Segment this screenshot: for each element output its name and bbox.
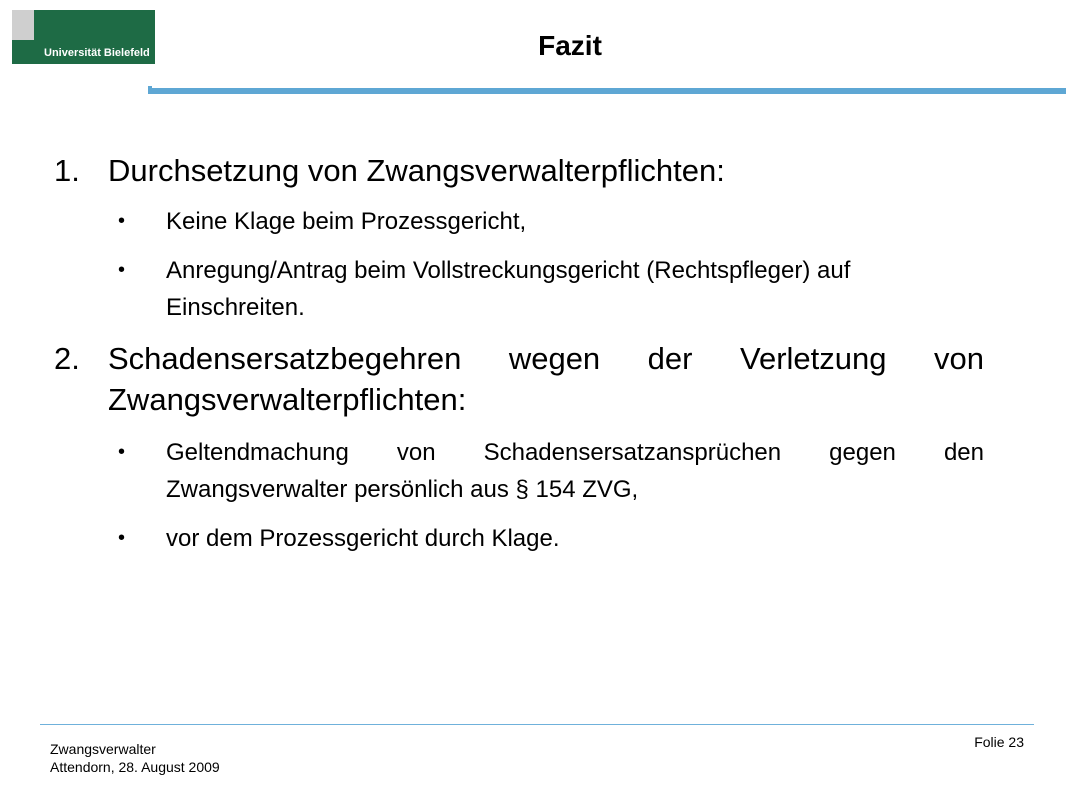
section-heading-text: Schadensersatzbegehren wegen der Verletzung von Zwangsverwalterpflichten: [108, 341, 984, 417]
bullet-list [54, 434, 984, 557]
slide-title: Fazit [538, 30, 602, 61]
section-number: 1. [54, 153, 80, 188]
section-heading-text: Durchsetzung von Zwangsverwalterpflichten: [108, 153, 725, 188]
section-number: 2. [54, 341, 80, 376]
header-divider [148, 88, 1066, 94]
bullet-icon: • [118, 441, 126, 463]
bullet-text: Geltendmachung von Schadensersatzansprüchen gegen den Zwangsverwalter persönlich aus § 154 ZVG, [166, 439, 984, 503]
footer-location-date: Attendorn, 28. August 2009 [50, 759, 220, 775]
list-item [54, 434, 984, 508]
logo-text: Universität Bielefeld [44, 47, 150, 59]
slide-number: Folie 23 [974, 734, 1024, 750]
bullet-icon: • [118, 210, 126, 232]
bullet-text: Keine Klage beim Prozessgericht, [166, 208, 527, 235]
section-1 [54, 150, 984, 326]
section-2 [54, 338, 984, 557]
footer-topic: Zwangsverwalter [50, 741, 156, 757]
slide-content [54, 150, 984, 557]
bullet-list [54, 203, 984, 326]
bullet-icon: • [118, 527, 126, 549]
list-item [54, 252, 984, 326]
bullet-text: Anregung/Antrag beim Vollstreckungsgericht (Rechtspfleger) auf Einschreiten. [166, 257, 851, 321]
list-item [54, 520, 984, 557]
list-item [54, 203, 984, 240]
bullet-icon: • [118, 259, 126, 281]
footer-divider [40, 724, 1034, 725]
section-heading [54, 150, 984, 191]
section-heading [54, 338, 984, 420]
footer-info [50, 740, 220, 776]
bullet-text: vor dem Prozessgericht durch Klage. [166, 525, 560, 552]
